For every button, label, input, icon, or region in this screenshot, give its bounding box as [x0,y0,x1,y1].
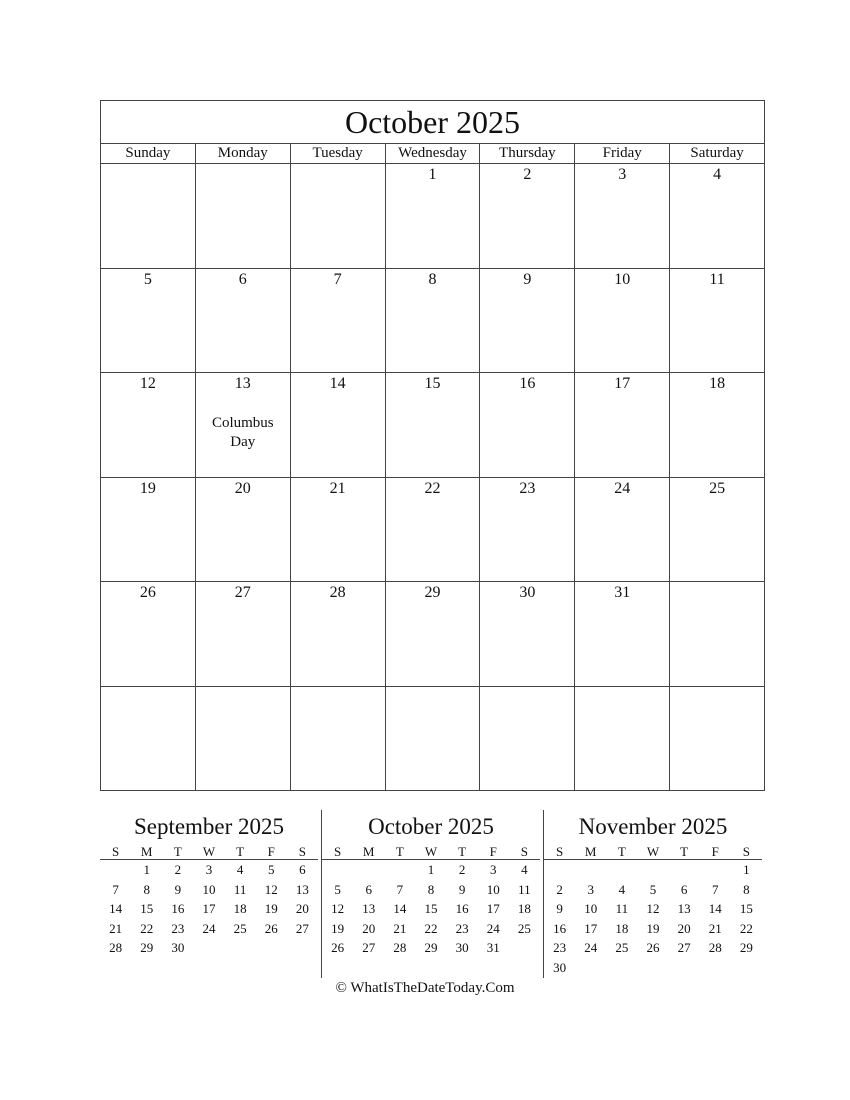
mini-weekday-label: S [731,844,762,860]
mini-day-number [700,958,731,978]
mini-day-number: 28 [109,940,123,955]
mini-day-number: 12 [264,881,278,897]
day-number [196,689,290,707]
mini-weekday-label: F [700,844,731,860]
mini-day-number: 19 [264,901,278,916]
day-number: 14 [329,375,346,392]
mini-day-number: 5 [649,881,657,897]
mini-weekday-label: S [100,844,131,860]
mini-day-number [100,860,131,880]
mini-day-number: 11 [615,901,629,916]
day-number: 3 [618,166,627,183]
weekday-label: Saturday [690,145,744,161]
day-cell [670,478,764,582]
day-cell [670,164,764,268]
mini-calendar-september [100,810,318,978]
day-cell [386,373,481,477]
mini-weekday-label: M [131,844,162,860]
mini-day-number: 10 [202,881,216,897]
mini-calendar-grid [100,844,318,958]
mini-day-number: 16 [553,920,567,936]
mini-day-number: 14 [109,901,123,916]
mini-day-number: 28 [708,940,722,955]
mini-day-number [225,938,256,958]
mini-day-number: 29 [424,940,438,955]
day-cell [386,582,481,686]
mini-calendars [100,810,765,978]
mini-day-number: 28 [393,940,407,955]
day-number: 31 [614,584,631,601]
mini-weekday-label: W [415,844,446,860]
mini-weekday-label: M [353,844,384,860]
mini-day-number: 18 [517,901,531,916]
mini-day-number [606,860,637,880]
mini-calendar-grid [322,844,540,958]
day-cell [575,478,670,582]
mini-day-number [669,860,700,880]
day-cell [480,164,575,268]
day-cell [291,687,386,792]
mini-day-number [575,958,606,978]
day-number: 9 [523,270,532,288]
day-number [291,166,385,184]
day-number: 24 [614,479,631,497]
mini-day-number [637,860,668,880]
mini-day-number: 20 [295,901,309,916]
main-calendar-title: October 2025 [101,101,764,144]
day-cell [291,269,386,373]
mini-weekday-label: W [193,844,224,860]
day-cell [670,373,764,477]
day-number [196,166,290,184]
mini-day-number [606,958,637,978]
mini-day-number [669,958,700,978]
day-cell [480,687,575,792]
mini-day-number: 6 [299,862,306,877]
mini-day-number: 9 [174,881,182,897]
mini-calendar-title: October 2025 [368,814,494,839]
day-number: 15 [424,375,441,392]
mini-day-number: 11 [518,881,531,897]
mini-day-number: 20 [362,920,376,936]
mini-day-number [322,860,353,880]
day-number: 7 [333,270,342,288]
mini-day-number: 14 [708,901,722,916]
day-number: 18 [709,375,726,392]
mini-day-number [637,958,668,978]
mini-day-number: 19 [331,920,345,936]
mini-day-number: 25 [517,920,531,936]
mini-day-number: 8 [143,881,150,897]
mini-day-number [700,860,731,880]
day-cell [386,269,481,373]
mini-day-number [353,860,384,880]
mini-day-number: 27 [677,940,691,955]
day-cell [670,582,764,686]
mini-day-number: 22 [424,920,438,936]
mini-day-number: 18 [233,901,247,916]
mini-day-number: 25 [615,940,629,955]
day-number [670,689,764,707]
mini-day-number: 13 [295,881,309,897]
mini-day-number: 22 [140,920,154,936]
mini-weekday-label: S [322,844,353,860]
day-number: 5 [143,270,152,288]
day-cell [480,478,575,582]
day-number: 4 [713,166,722,183]
calendar-week-row [101,582,764,687]
day-cell [480,582,575,686]
day-number [670,584,764,602]
day-number: 2 [523,166,532,183]
day-cell [196,373,291,477]
mini-weekday-label: F [478,844,509,860]
mini-day-number: 15 [140,901,154,916]
weekday-label: Sunday [101,144,196,163]
day-number [101,689,195,707]
mini-weekday-label: T [384,844,415,860]
mini-day-number: 16 [455,901,469,916]
mini-weekday-label: S [287,844,318,860]
day-cell [291,164,386,268]
mini-weekday-label: S [509,844,540,860]
mini-day-number: 3 [205,862,213,877]
day-number: 23 [519,479,536,497]
mini-day-number: 11 [233,881,247,897]
mini-calendar-grid [544,844,762,977]
day-number: 20 [234,479,251,497]
day-cell [196,164,291,268]
day-number: 26 [139,584,156,601]
day-cell [101,164,196,268]
mini-day-number: 24 [486,920,500,936]
mini-day-number: 10 [584,901,598,916]
mini-day-number: 4 [236,862,244,877]
day-number [575,689,669,707]
day-number: 10 [614,270,631,288]
mini-weekday-label: F [256,844,287,860]
day-number: 19 [139,479,156,497]
day-cell [575,687,670,792]
day-number: 12 [139,375,156,392]
mini-day-number: 8 [743,881,750,897]
day-number: 13 [234,375,251,392]
mini-day-number: 6 [680,881,688,897]
mini-day-number: 23 [171,920,185,936]
day-cell [101,582,196,686]
day-number: 29 [424,584,441,601]
mini-day-number: 7 [112,881,119,897]
calendar-week-row [101,164,764,269]
mini-day-number: 26 [646,940,660,955]
day-number: 27 [234,584,251,601]
calendar-week-row [101,478,764,583]
mini-day-number: 4 [521,862,528,877]
mini-day-number: 2 [556,881,563,897]
day-cell [575,164,670,268]
calendar-weeks [101,164,764,791]
mini-day-number: 3 [490,862,497,877]
weekday-label: Tuesday [291,144,386,163]
mini-day-number: 29 [739,940,753,955]
mini-day-number: 17 [202,901,216,916]
day-cell [196,478,291,582]
mini-day-number: 23 [455,920,469,936]
mini-weekday-label: T [447,844,478,860]
mini-weekday-label: W [637,844,668,860]
copyright-footer: © WhatIsTheDateToday.Com [335,980,515,996]
day-cell [386,687,481,792]
mini-day-number: 19 [646,920,660,936]
mini-weekday-label: S [544,844,575,860]
mini-day-number [193,938,224,958]
mini-day-number: 30 [455,940,469,955]
mini-day-number: 17 [486,901,500,916]
day-cell [291,373,386,477]
mini-day-number: 7 [712,881,719,897]
mini-day-number: 27 [362,940,376,955]
mini-day-number: 14 [393,901,407,916]
weekday-label: Wednesday [386,144,481,163]
mini-day-number: 24 [202,920,216,936]
day-number [386,689,480,707]
day-number [480,689,574,707]
day-number: 1 [428,166,437,183]
mini-day-number: 30 [553,959,567,975]
mini-day-number: 13 [677,901,691,916]
mini-day-number: 31 [486,940,500,955]
day-cell [386,478,481,582]
mini-day-number: 15 [424,901,438,916]
mini-day-number [575,860,606,880]
mini-day-number: 6 [365,881,372,897]
day-number: 11 [709,270,725,288]
mini-day-number: 22 [739,920,753,936]
day-cell [196,582,291,686]
mini-day-number [731,958,762,978]
mini-day-number [544,860,575,880]
day-cell [670,269,764,373]
weekday-header-row [101,144,764,164]
day-number: 16 [519,375,536,392]
day-cell [101,478,196,582]
mini-day-number: 5 [334,881,341,897]
mini-day-number: 12 [646,901,660,916]
mini-day-number: 2 [174,862,182,877]
mini-day-number: 1 [143,862,150,877]
mini-day-number: 23 [553,940,567,955]
day-cell [670,687,764,792]
mini-weekday-label: T [162,844,193,860]
mini-day-number [256,938,287,958]
mini-day-number: 26 [331,940,345,955]
mini-weekday-label: T [669,844,700,860]
mini-calendar-november [544,810,762,978]
mini-weekday-label: T [225,844,256,860]
main-calendar [100,100,765,791]
day-number [101,166,195,184]
day-cell [101,269,196,373]
holiday-label: Columbus Day [211,415,274,450]
day-cell [386,164,481,268]
mini-day-number: 13 [362,901,376,916]
mini-calendar-october [322,810,540,978]
mini-day-number: 21 [708,920,722,936]
calendar-week-row [101,687,764,792]
day-number [291,689,385,707]
mini-day-number: 7 [396,881,404,897]
mini-calendar-title: November 2025 [578,814,728,839]
mini-day-number: 8 [427,881,435,897]
mini-day-number: 15 [739,901,753,916]
weekday-label: Monday [196,144,291,163]
day-number: 8 [428,270,437,288]
day-number: 17 [614,375,631,392]
mini-day-number: 25 [233,920,247,936]
day-cell [291,478,386,582]
day-number: 30 [519,584,536,601]
day-cell [575,269,670,373]
calendar-week-row [101,269,764,374]
mini-day-number: 5 [268,862,275,877]
day-number: 28 [329,584,346,601]
mini-day-number: 12 [331,901,345,916]
day-cell [101,373,196,477]
mini-day-number: 16 [171,901,185,916]
day-cell [291,582,386,686]
mini-day-number: 18 [615,920,629,936]
day-cell [196,269,291,373]
mini-day-number: 9 [458,881,466,897]
mini-day-number: 4 [618,881,626,897]
mini-day-number: 26 [264,920,278,936]
weekday-label: Friday [575,144,670,163]
mini-day-number: 30 [171,940,185,955]
day-cell [101,687,196,792]
weekday-label: Thursday [480,144,575,163]
day-cell [575,373,670,477]
day-cell [480,269,575,373]
day-cell [480,373,575,477]
day-cell [575,582,670,686]
day-number: 22 [424,479,441,497]
mini-day-number: 9 [556,901,563,916]
day-number: 25 [709,479,726,497]
day-number: 6 [238,270,247,288]
mini-day-number: 29 [140,940,154,955]
mini-day-number [509,938,540,958]
mini-day-number: 21 [393,920,407,936]
mini-weekday-label: M [575,844,606,860]
mini-day-number: 1 [427,862,435,877]
mini-day-number: 21 [109,920,123,936]
mini-day-number [384,860,415,880]
day-number: 21 [329,479,346,497]
mini-day-number: 17 [584,920,598,936]
mini-day-number: 27 [295,920,309,936]
mini-day-number: 20 [677,920,691,936]
mini-day-number: 3 [587,881,594,897]
mini-day-number: 2 [458,862,466,877]
mini-day-number: 10 [486,881,500,897]
mini-day-number: 24 [584,940,598,955]
mini-day-number: 1 [743,862,750,877]
mini-weekday-label: T [606,844,637,860]
mini-day-number [287,938,318,958]
mini-calendar-title: September 2025 [133,814,285,839]
calendar-week-row [101,373,764,478]
day-cell [196,687,291,792]
